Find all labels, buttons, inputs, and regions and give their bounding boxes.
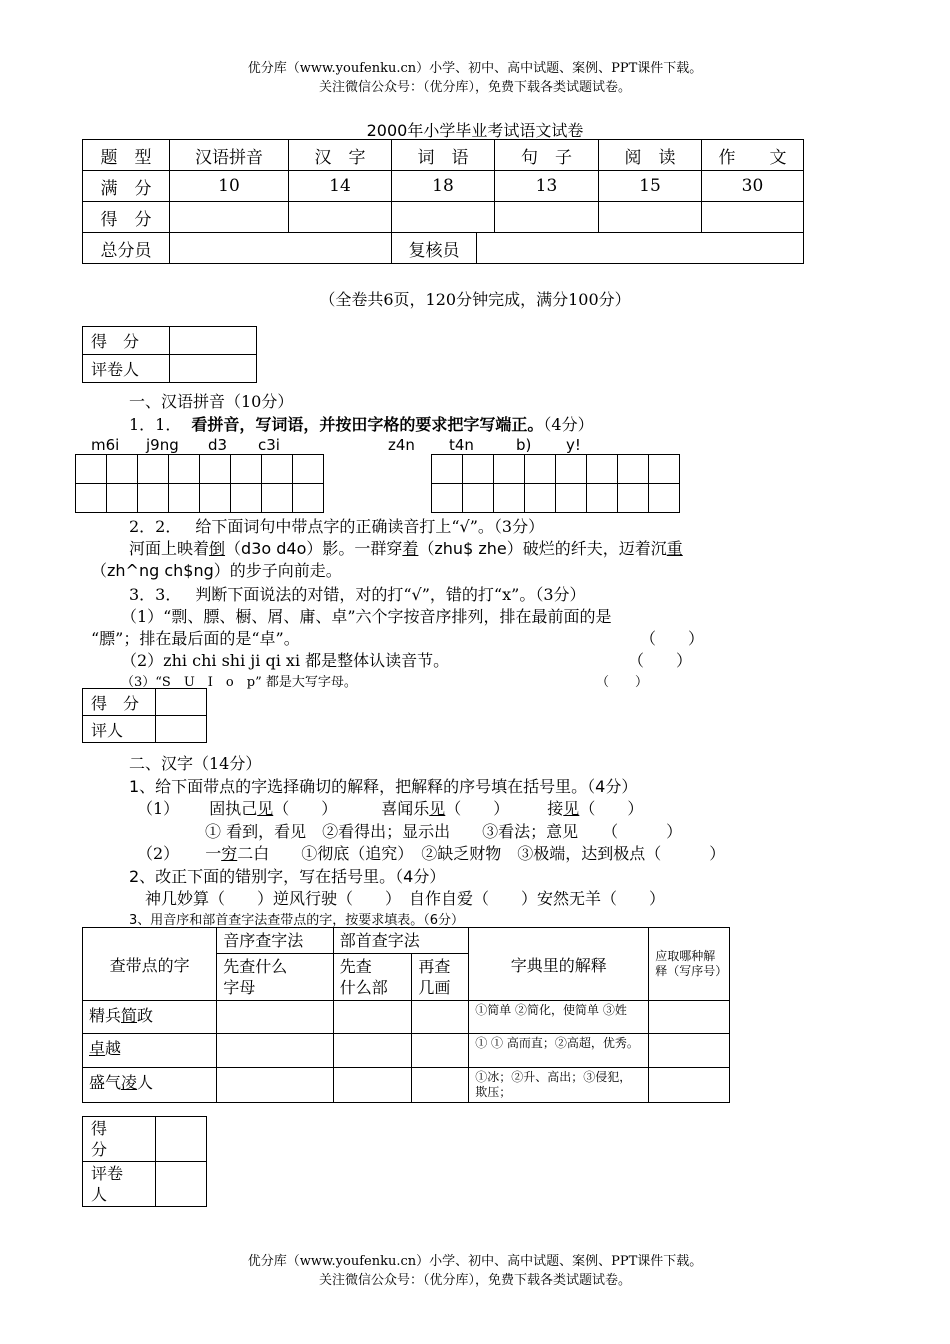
blank-cell[interactable] <box>412 1068 469 1103</box>
blank-cell[interactable] <box>217 1068 333 1103</box>
q-text: 看拼音，写词语，并按田字格的要求把字写端正。 <box>191 415 544 434</box>
blank-cell[interactable] <box>156 1162 207 1207</box>
question-2-2: 2、改正下面的错别字，写在括号里。（4分） <box>129 867 446 886</box>
cell: 题 型 <box>83 140 170 171</box>
answer-paren[interactable]: （ ） <box>628 651 693 670</box>
answer-paren[interactable]: （ ） <box>273 799 338 818</box>
blank-cell[interactable] <box>217 1034 333 1068</box>
grader-box <box>82 688 207 743</box>
cell: 词 语 <box>392 140 495 171</box>
text: 喜闻乐 <box>381 799 430 818</box>
reviewer-label: 复核员 <box>392 233 477 263</box>
text: 人 <box>137 1073 154 1092</box>
writing-grid-right[interactable] <box>431 454 680 513</box>
q1-row-1 <box>137 796 643 819</box>
blank-cell[interactable] <box>649 1068 730 1103</box>
blank-cell[interactable] <box>599 202 702 233</box>
blank-cell[interactable] <box>333 1001 412 1034</box>
q-text: 判断下面说法的对错，对的打“√”，错的打“x”。（3分） <box>195 585 586 604</box>
answer-paren[interactable]: （ ） <box>596 675 649 690</box>
pinyin-2: j9ng <box>146 436 179 454</box>
q-number: 2．2． <box>129 517 182 536</box>
dotted-char: 着 <box>402 539 419 558</box>
grader-label: 评卷人 <box>83 355 170 383</box>
answer-paren[interactable]: （ ） <box>640 629 705 648</box>
text: 二白 ①彻底（追究） ②缺乏财物 ③极端，达到极点（ ） <box>237 844 726 863</box>
blank-cell[interactable] <box>412 1034 469 1068</box>
grader-label: 评卷 人 <box>83 1162 156 1207</box>
blank-cell[interactable] <box>156 716 207 743</box>
cell: 30 <box>702 171 804 202</box>
q2-line: 神几妙算（ ）逆风行驶（ ） 自作自爱（ ）安然无羊（ ） <box>145 889 666 908</box>
score-label: 得 分 <box>83 1117 156 1162</box>
cell: 汉语拼音 <box>170 140 289 171</box>
text: 政 <box>137 1006 154 1025</box>
blank-cell[interactable] <box>170 327 257 355</box>
row-label <box>83 1034 217 1068</box>
cell: 满 分 <box>83 171 170 202</box>
text: 越 <box>105 1039 122 1058</box>
blank-cell[interactable] <box>217 1001 333 1034</box>
q3-item-1b: “膘”；排在最后面的是“卓”。 <box>91 629 300 648</box>
blank-cell[interactable] <box>649 1034 730 1068</box>
grader-box <box>82 1116 207 1207</box>
definition: ①冰；②升、高出；③侵犯，欺压； <box>469 1068 649 1103</box>
blank-cell[interactable] <box>392 202 495 233</box>
q-number: 3．3． <box>129 585 182 604</box>
blank-cell[interactable] <box>333 1034 412 1068</box>
header-line-2: 关注微信公众号：（优分库），免费下载各类试题试卷。 <box>318 80 631 95</box>
question-2-3: 3、用音序和部首查字法查带点的字，按要求填表。（6分） <box>129 913 465 928</box>
text: 精兵 <box>89 1006 122 1025</box>
header-line-1: 优分库（www.youfenku.cn）小学、初中、高中试题、案例、PPT课件下载。 <box>247 61 703 76</box>
dotted-char: 见 <box>257 799 274 818</box>
text: （d3o d4o）影。一群穿 <box>225 539 403 558</box>
q1-row-2: ① 看到，看见 ②看得出；显示出 ③看法；意见 （ ） <box>205 822 683 841</box>
q-number: 1．1． <box>129 415 182 434</box>
text: 河面上映着 <box>129 539 210 558</box>
col-group-header: 部首查字法 <box>333 928 468 954</box>
cell: 15 <box>599 171 702 202</box>
row-label <box>83 1068 217 1103</box>
dotted-char: 简 <box>121 1006 138 1025</box>
grader-label: 评人 <box>83 716 156 743</box>
blank-cell[interactable] <box>412 1001 469 1034</box>
definition: ① ① 高而直；②高超，优秀。 <box>469 1034 649 1068</box>
question-2-1: 1、给下面带点的字选择确切的解释，把解释的序号填在括号里。（4分） <box>129 777 638 796</box>
text: （zhu$ zhe）破烂的纤夫，迈着沉 <box>418 539 667 558</box>
q-text: 给下面词句中带点字的正确读音打上“√”。（3分） <box>195 517 545 536</box>
cell: 阅 读 <box>599 140 702 171</box>
score-label: 得 分 <box>83 689 156 716</box>
text: 接 <box>547 799 564 818</box>
score-table <box>82 139 804 264</box>
col-group-header: 音序查字法 <box>217 928 333 954</box>
cell: 18 <box>392 171 495 202</box>
dotted-char: 穷 <box>221 844 238 863</box>
dotted-char: 卓 <box>89 1039 106 1058</box>
question-1-1 <box>129 412 594 435</box>
grader-box <box>82 326 257 383</box>
text: 一 <box>205 844 222 863</box>
question-1-3 <box>129 582 586 605</box>
blank-cell[interactable] <box>495 202 599 233</box>
blank-cell[interactable] <box>702 202 804 233</box>
col-sub-header: 先查 什么部 <box>333 954 412 1001</box>
text: 盛气 <box>89 1073 122 1092</box>
exam-note: （全卷共6页，120分钟完成，满分100分） <box>319 290 631 309</box>
blank-cell[interactable] <box>170 355 257 383</box>
writing-grid-left[interactable] <box>75 454 324 513</box>
q3-item-1a: （1）“剽、膘、橱、屑、庸、卓”六个字按音序排列，排在最前面的是 <box>121 607 612 626</box>
cell: 10 <box>170 171 289 202</box>
col-sub-header: 先查什么 字母 <box>217 954 333 1001</box>
blank-cell[interactable] <box>170 233 392 264</box>
cell: 得 分 <box>83 202 170 233</box>
answer-paren[interactable]: （ ） <box>579 799 644 818</box>
q3-item-2: （2）zhi chi shi ji qi xi 都是整体认读音节。 <box>121 651 450 670</box>
page-title: 2000年小学毕业考试语文试卷 <box>366 121 584 140</box>
text: 固执己 <box>209 799 258 818</box>
section-1-heading: 一、汉语拼音（10分） <box>129 392 294 411</box>
dotted-char: 倒 <box>209 539 226 558</box>
dotted-char: 见 <box>429 799 446 818</box>
pinyin-3: d3 <box>208 436 228 454</box>
col-header: 查带点的字 <box>83 928 217 1001</box>
cell: 14 <box>289 171 392 202</box>
answer-paren[interactable]: （ ） <box>445 799 510 818</box>
dotted-char: 凌 <box>121 1073 138 1092</box>
cell: 汉 字 <box>289 140 392 171</box>
review-cell <box>392 233 804 264</box>
footer-line-1: 优分库（www.youfenku.cn）小学、初中、高中试题、案例、PPT课件下载。 <box>247 1254 703 1269</box>
blank-cell[interactable] <box>170 202 289 233</box>
blank-cell[interactable] <box>333 1068 412 1103</box>
question-1-2 <box>129 514 544 537</box>
definition: ①简单 ②简化，使简单 ③姓 <box>469 1001 649 1034</box>
pinyin-4: c3i <box>258 436 280 454</box>
section-2-heading: 二、汉字（14分） <box>129 754 262 773</box>
blank-cell[interactable] <box>156 1117 207 1162</box>
cell: 13 <box>495 171 599 202</box>
col-header: 字典里的解释 <box>469 928 649 1001</box>
col-header: 应取哪种解释（写序号） <box>649 928 730 1001</box>
footer-line-2: 关注微信公众号：（优分库），免费下载各类试题试卷。 <box>318 1273 631 1288</box>
lookup-table <box>82 927 730 1103</box>
row-label <box>83 1001 217 1034</box>
blank-cell[interactable] <box>649 1001 730 1034</box>
q2-sentence-line-1 <box>129 536 683 559</box>
q2-sentence-line-2: （zh^ng ch$ng）的步子向前走。 <box>91 561 342 580</box>
blank-cell[interactable] <box>156 689 207 716</box>
q-points: （4分） <box>543 415 594 434</box>
text: （2） <box>137 844 180 863</box>
dotted-char: 重 <box>666 539 683 558</box>
pinyin-6: t4n <box>449 436 474 454</box>
q1-row-3 <box>137 841 725 864</box>
blank-cell[interactable] <box>289 202 392 233</box>
pinyin-5: z4n <box>388 436 415 454</box>
cell: 作 文 <box>702 140 804 171</box>
pinyin-7: b) <box>516 436 532 454</box>
dotted-char: 见 <box>563 799 580 818</box>
pinyin-1: m6i <box>91 436 120 454</box>
cell: 句 子 <box>495 140 599 171</box>
blank-cell[interactable] <box>477 233 803 263</box>
q3-item-3: （3）“S U I o p” 都是大写字母。 <box>121 675 357 690</box>
score-label: 得 分 <box>83 327 170 355</box>
cell: 总分员 <box>83 233 170 264</box>
pinyin-8: y! <box>566 436 581 454</box>
text: （1） <box>137 799 180 818</box>
col-sub-header: 再查 几画 <box>412 954 469 1001</box>
